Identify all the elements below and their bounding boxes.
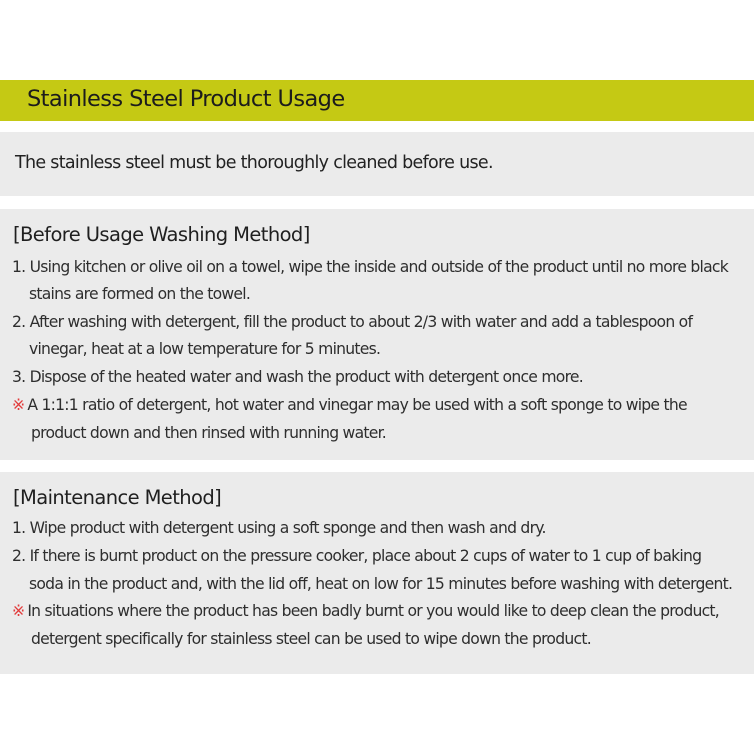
before-note-text: A 1:1:1 ratio of detergent, hot water and vinegar may be used with a soft sponge to wipe the xyxy=(27,396,687,414)
before-step-3: 3. Dispose of the heated water and wash the product with detergent once more. xyxy=(12,368,583,386)
maintenance-step-1: 1. Wipe product with detergent using a soft sponge and then wash and dry. xyxy=(12,519,546,537)
maintenance-step-2-cont: soda in the product and, with the lid off, heat on low for 15 minutes before washing with detergent. xyxy=(29,575,733,593)
maintenance-step-2: 2. If there is burnt product on the pressure cooker, place about 2 cups of water to 1 cup of baking xyxy=(12,547,702,565)
before-step-1: 1. Using kitchen or olive oil on a towel, wipe the inside and outside of the product until no more black xyxy=(12,258,729,276)
note-mark-icon: ※ xyxy=(12,396,25,414)
before-step-1-cont: stains are formed on the towel. xyxy=(29,285,251,303)
before-note-cont: product down and then rinsed with running water. xyxy=(31,424,387,442)
note-mark-icon: ※ xyxy=(12,602,25,620)
maintenance-note-cont: detergent specifically for stainless steel can be used to wipe down the product. xyxy=(31,630,591,648)
maintenance-heading: [Maintenance Method] xyxy=(13,486,222,509)
intro-panel xyxy=(0,132,754,196)
before-step-2-cont: vinegar, heat at a low temperature for 5 minutes. xyxy=(29,340,381,358)
before-usage-panel xyxy=(0,209,754,460)
maintenance-note xyxy=(12,602,719,620)
page-title: Stainless Steel Product Usage xyxy=(27,86,345,112)
title-bar xyxy=(0,80,754,121)
maintenance-note-text: In situations where the product has been badly burnt or you would like to deep clean the product, xyxy=(27,602,719,620)
before-note xyxy=(12,396,687,414)
intro-text: The stainless steel must be thoroughly cleaned before use. xyxy=(15,153,493,173)
before-usage-heading: [Before Usage Washing Method] xyxy=(13,223,310,246)
before-step-2: 2. After washing with detergent, fill the product to about 2/3 with water and add a tablespoon of xyxy=(12,313,693,331)
maintenance-panel xyxy=(0,472,754,674)
